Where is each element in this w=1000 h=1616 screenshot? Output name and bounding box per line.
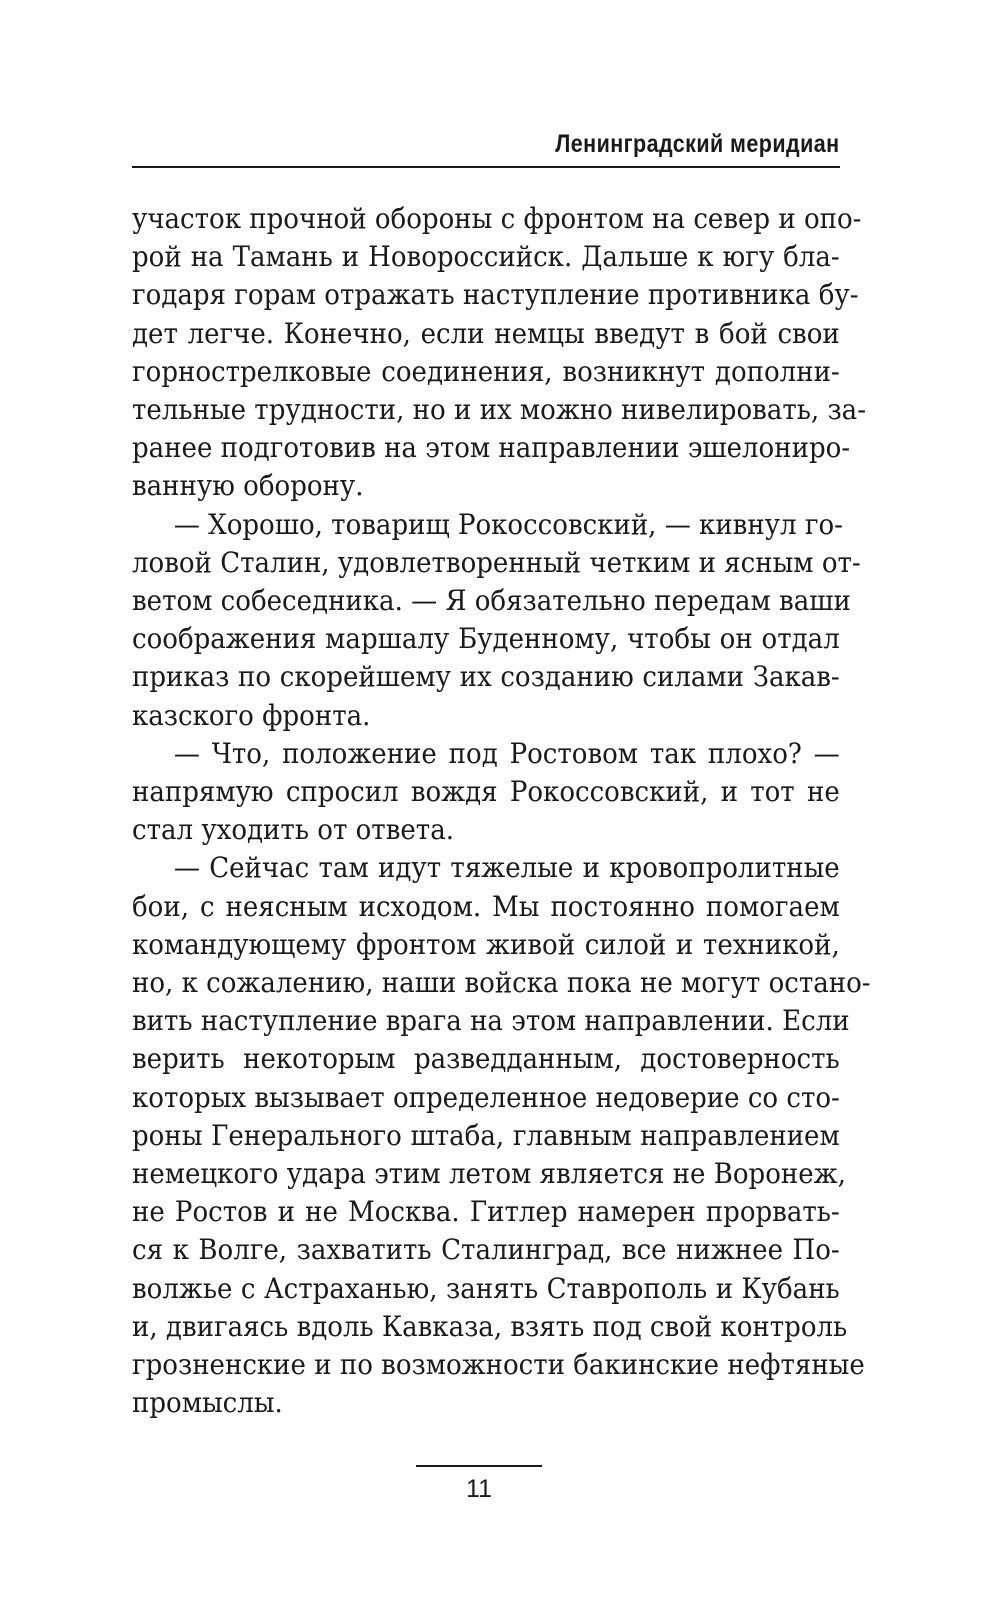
text-line: ся к Волге, захватить Сталинград, все нижнее По- xyxy=(132,1233,840,1267)
body-text xyxy=(132,200,871,1423)
text-line: тельные трудности, но и их можно нивелировать, за- xyxy=(132,393,867,427)
running-head xyxy=(132,122,840,168)
text-line: но, к сожалению, наши войска пока не могут остано- xyxy=(132,966,871,1000)
text-line: командующему фронтом живой силой и техникой, xyxy=(132,927,840,961)
text-line: годаря горам отражать наступление противника бу- xyxy=(132,278,859,312)
text-line: верить некоторым разведданным, достоверность xyxy=(132,1042,840,1076)
text-line: не Ростов и не Москва. Гитлер намерен прорвать- xyxy=(132,1195,840,1229)
text-line: горнострелковые соединения, возникнут дополни- xyxy=(132,354,840,388)
text-line: которых вызывает определенное недоверие со сто- xyxy=(132,1080,840,1114)
text-line: ванную оборону. xyxy=(132,469,364,503)
text-line: вить наступление врага на этом направлении. Если xyxy=(132,1004,850,1038)
text-line: напрямую спросил вождя Рокоссовский, и тот не xyxy=(132,775,840,809)
text-line: приказ по скорейшему их созданию силами Закав- xyxy=(132,660,840,694)
text-line: промыслы. xyxy=(132,1386,283,1420)
text-line: волжье с Астраханью, занять Ставрополь и Кубань xyxy=(132,1271,840,1305)
text-line: ранее подготовив на этом направлении эшелониро- xyxy=(132,431,851,465)
text-line: участок прочной обороны с фронтом на север и опо- xyxy=(132,202,862,235)
running-head-title: Ленинградский меридиан xyxy=(555,130,840,158)
text-line: и, двигаясь вдоль Кавказа, взять под свой контроль xyxy=(132,1309,848,1343)
text-line: казского фронта. xyxy=(132,698,371,732)
text-line: рой на Тамань и Новороссийск. Дальше к югу бла- xyxy=(132,240,840,274)
text-line: — Сейчас там идут тяжелые и кровопролитные xyxy=(173,851,840,885)
text-line: грозненские и по возможности бакинские нефтяные xyxy=(132,1348,865,1382)
text-line: бои, с неясным исходом. Мы постоянно помогаем xyxy=(132,889,840,923)
footer-rule xyxy=(416,1465,542,1467)
text-line: соображения маршалу Буденному, чтобы он отдал xyxy=(132,622,840,656)
text-line: стал уходить от ответа. xyxy=(132,813,454,847)
text-line: немецкого удара этим летом является не Воронеж, xyxy=(132,1157,846,1191)
page-number: 11 xyxy=(466,1475,492,1503)
text-line: — Что, положение под Ростовом так плохо? — xyxy=(173,736,840,770)
text-line: дет легче. Конечно, если немцы введут в бой свои xyxy=(132,316,840,350)
text-line: роны Генерального штаба, главным направлением xyxy=(132,1118,840,1152)
text-line: ловой Сталин, удовлетворенный четким и ясным от- xyxy=(132,545,861,579)
text-line: — Хорошо, товарищ Рокоссовский, — кивнул го- xyxy=(173,507,843,541)
text-line: ветом собеседника. — Я обязательно передам ваши xyxy=(132,584,851,618)
